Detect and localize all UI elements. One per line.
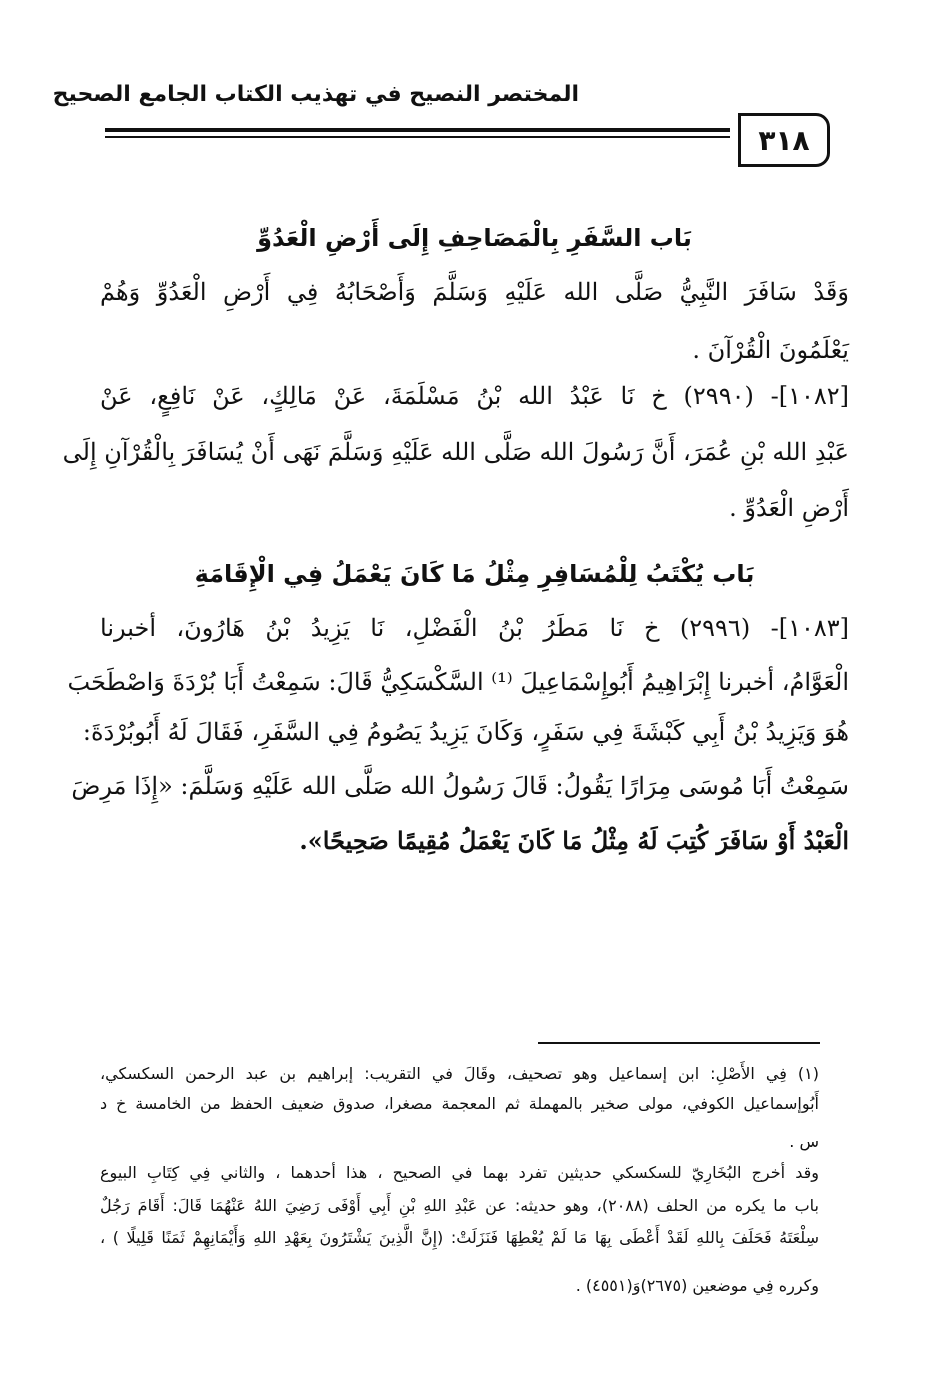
footnote-line: سِلْعَتَهُ فَحَلَفَ بِاللهِ لَقَدْ أَعْطَى بِهَا مَا لَمْ يُعْطِهَا فَنَزَلَتْ: (إِنَّ الَّذِينَ يَشْتَرُونَ بِعَهْدِ اللهِ وَأَيْمَانِهِمْ ثَمَنًا قَلِيلًا ) ، — [100, 1228, 819, 1247]
hadith-1083-line: الْعَوَّامُ، أخبرنا إِبْرَاهِيمُ أَبُوإِسْمَاعِيلَ ⁽¹⁾ السَّكْسَكِيُّ قَالَ: سَمِعْتُ أَبَا بُرْدَةَ وَاصْطَحَبَ — [67, 668, 849, 696]
header-rule-thick — [105, 128, 730, 132]
hadith-1083-line: الْعَبْدُ أَوْ سَافَرَ كُتِبَ لَهُ مِثْلُ مَا كَانَ يَعْمَلُ مُقِيمًا صَحِيحًا». — [299, 826, 849, 855]
footnote-line: وكرره فِي موضعين (٢٦٧٥)وَ(٤٥٥١) . — [575, 1276, 819, 1295]
hadith-1082-line: أَرْضِ الْعَدُوِّ . — [729, 494, 849, 522]
hadith-1083-line: [١٠٨٣]- (٢٩٩٦) خ نَا مَطَرُ بْنُ الْفَضْلِ، نَا يَزِيدُ بْنُ هَارُونَ، أخبرنا — [100, 614, 850, 642]
hadith-1082-line: عَبْدِ الله بْنِ عُمَرَ، أَنَّ رَسُولَ الله صَلَّى الله عَلَيْهِ وَسَلَّمَ نَهَى أَنْ يُسَافَرَ بِالْقُرْآنِ إِلَى — [62, 438, 849, 466]
hadith-1083-line: هُوَ وَيَزِيدُ بْنُ أَبِي كَبْشَةَ فِي سَفَرٍ، وَكَانَ يَزِيدُ يَصُومُ فِي السَّفَرِ، فَقَالَ لَهُ أَبُوبُرْدَةَ: — [82, 718, 849, 746]
hadith-1083-line: سَمِعْتُ أَبَا مُوسَى مِرَارًا يَقُولُ: قَالَ رَسُولُ الله صَلَّى الله عَلَيْهِ وَسَلَّمَ: «إِذَا مَرِضَ — [71, 772, 849, 800]
text-line: يَعْلَمُونَ الْقُرْآنَ . — [692, 336, 849, 364]
footnote-separator — [538, 1042, 820, 1044]
hadith-1082-line: [١٠٨٢]- (٢٩٩٠) خ نَا عَبْدُ الله بْنُ مَسْلَمَةَ، عَنْ مَالِكٍ، عَنْ نَافِعٍ، عَنْ — [100, 382, 849, 410]
chapter-heading-travel-with-mushaf: بَاب السَّفَرِ بِالْمَصَاحِفِ إِلَى أَرْضِ الْعَدُوِّ — [257, 224, 692, 252]
running-title: المختصر النصيح في تهذيب الكتاب الجامع الصحيح — [52, 82, 579, 107]
text-line: وَقَدْ سَافَرَ النَّبِيُّ صَلَّى الله عَلَيْهِ وَسَلَّمَ وَأَصْحَابُهُ فِي أَرْضِ الْعَدُوِّ وَهُمْ — [100, 278, 849, 306]
chapter-heading-traveler-reward: بَاب يُكْتَبُ لِلْمُسَافِرِ مِثْلُ مَا كَانَ يَعْمَلُ فِي الْإِقَامَةِ — [194, 560, 755, 588]
footnote-line: س . — [789, 1132, 819, 1151]
footnote-line: وقد أخرج البُخَارِيّ للسكسكي حديثين تفرد بهما في الصحيح ، هذا أحدهما ، والثاني فِي كِتَابِ البيوع — [100, 1163, 819, 1182]
footnote-line: (١) فِي الأَصْلِ: ابن إسماعيل وهو تصحيف، وقَالَ في التقريب: إبراهيم بن عبد الرحمن السكسكي، — [100, 1064, 819, 1083]
page-number: ٣١٨ — [738, 113, 830, 167]
footnote-line: أَبُوإسماعيل الكوفي، مولى صخير بالمهملة ثم المعجمة مصغرا، صدوق ضعيف الحفظ من الخامسة خ د — [100, 1094, 819, 1113]
header-rule-thin — [105, 136, 730, 138]
footnote-line: باب ما يكره من الحلف (٢٠٨٨)، وهو حديثه: عن عَبْدِ اللهِ بْنِ أَبِي أَوْفَى رَضِيَ اللهُ عَنْهُمَا قَالَ: أَقَامَ رَجُلٌ — [100, 1196, 819, 1215]
